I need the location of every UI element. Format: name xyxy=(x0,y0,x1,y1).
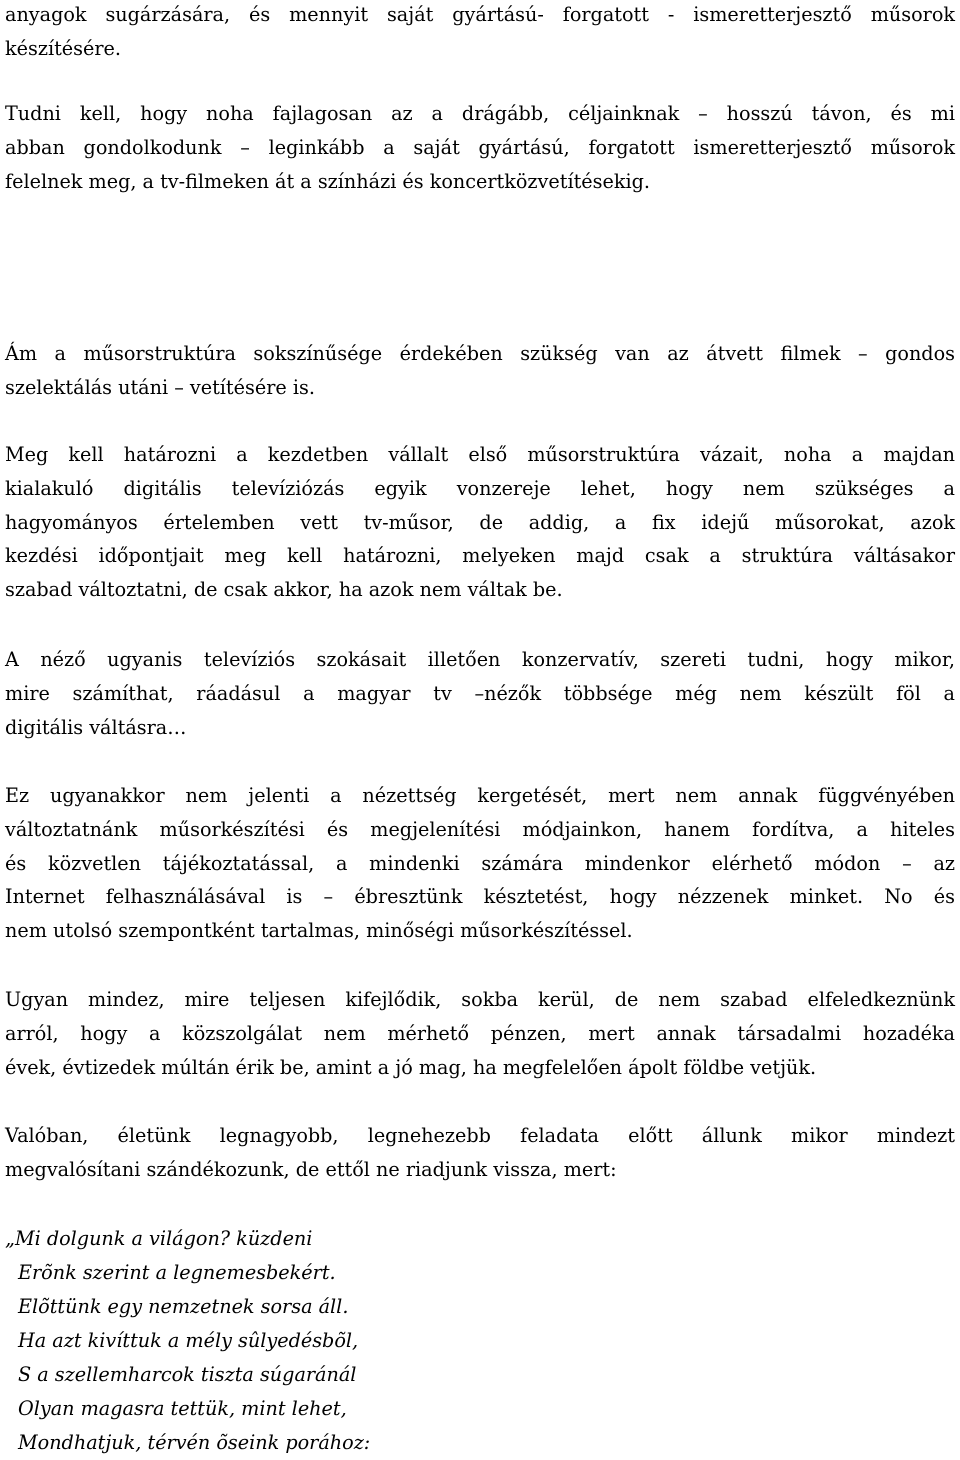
text-line: szelektálás utáni – vetítésére is. xyxy=(5,375,315,399)
paragraph-5 xyxy=(5,643,955,744)
text-line: anyagok sugárzására, és mennyit saját gyártású- forgatott - ismeretterjesztő műsorok xyxy=(5,3,955,26)
text-line: abban gondolkodunk – leginkább a saját gyártású, forgatott ismeretterjesztő műsorok xyxy=(5,135,955,159)
text-line: Ez ugyanakkor nem jelenti a nézettség kergetését, mert nem annak függvényében xyxy=(5,784,955,807)
paragraph-4 xyxy=(5,438,955,607)
poem-line: „Mi dolgunk a világon? küzdeni xyxy=(5,1227,313,1250)
paragraph-7 xyxy=(5,983,955,1084)
poem-quote xyxy=(5,1222,955,1460)
poem-line: Ha azt kivíttuk a mély sûlyedésbõl, xyxy=(18,1329,359,1352)
poem-line: Olyan magasra tettük, mint lehet, xyxy=(18,1397,347,1420)
text-line: megvalósítani szándékozunk, de ettől ne riadjunk vissza, mert: xyxy=(5,1157,617,1181)
text-line: kialakuló digitális televíziózás egyik vonzereje lehet, hogy nem szükséges a xyxy=(5,476,955,500)
text-line: Ugyan mindez, mire teljesen kifejlődik, sokba kerül, de nem szabad elfeledkeznünk xyxy=(5,988,955,1011)
paragraph-3 xyxy=(5,337,955,405)
paragraph-2 xyxy=(5,97,955,198)
text-line: mire számíthat, ráadásul a magyar tv –nézők többsége még nem készült föl a xyxy=(5,681,955,705)
text-line: felelnek meg, a tv-filmeken át a színházi és koncertközvetítésekig. xyxy=(5,169,650,193)
text-line: Meg kell határozni a kezdetben vállalt első műsorstruktúra vázait, noha a majdan xyxy=(5,443,955,466)
paragraph-8 xyxy=(5,1119,955,1187)
text-line: A néző ugyanis televíziós szokásait illetően konzervatív, szereti tudni, hogy mikor, xyxy=(5,648,955,671)
poem-line: S a szellemharcok tiszta súgaránál xyxy=(18,1363,357,1386)
text-line: szabad változtatni, de csak akkor, ha azok nem váltak be. xyxy=(5,578,563,602)
text-line: készítésére. xyxy=(5,36,121,60)
text-line: kezdési időpontjait meg kell határozni, melyeken majd csak a struktúra váltásakor xyxy=(5,544,955,568)
paragraph-1 xyxy=(5,0,955,66)
text-line: arról, hogy a közszolgálat nem mérhető pénzen, mert annak társadalmi hozadéka xyxy=(5,1021,955,1045)
text-line: digitális váltásra… xyxy=(5,715,187,739)
paragraph-6 xyxy=(5,779,955,948)
poem-line: Mondhatjuk, térvén õseink porához: xyxy=(18,1431,371,1454)
text-line: Valóban, életünk legnagyobb, legnehezebb feladata előtt állunk mikor mindezt xyxy=(5,1124,955,1147)
text-line: és közvetlen tájékoztatással, a mindenki számára mindenkor elérhető módon – az xyxy=(5,851,955,875)
text-line: változtatnánk műsorkészítési és megjelenítési módjainkon, hanem fordítva, a hiteles xyxy=(5,817,955,841)
text-line: Tudni kell, hogy noha fajlagosan az a drágább, céljainknak – hosszú távon, és mi xyxy=(5,102,955,125)
text-line: évek, évtizedek múltán érik be, amint a jó mag, ha megfelelően ápolt földbe vetjük. xyxy=(5,1055,817,1079)
text-line: Internet felhasználásával is – ébresztünk késztetést, hogy nézzenek minket. No és xyxy=(5,885,955,909)
poem-line: Elõttünk egy nemzetnek sorsa áll. xyxy=(18,1295,349,1318)
text-line: hagyományos értelemben vett tv-műsor, de addig, a fix idejű műsorokat, azok xyxy=(5,510,955,534)
text-line: nem utolsó szempontként tartalmas, minőségi műsorkészítéssel. xyxy=(5,919,633,943)
poem-line: Erõnk szerint a legnemesbekért. xyxy=(18,1261,336,1284)
text-line: Ám a műsorstruktúra sokszínűsége érdekében szükség van az átvett filmek – gondos xyxy=(5,342,955,365)
